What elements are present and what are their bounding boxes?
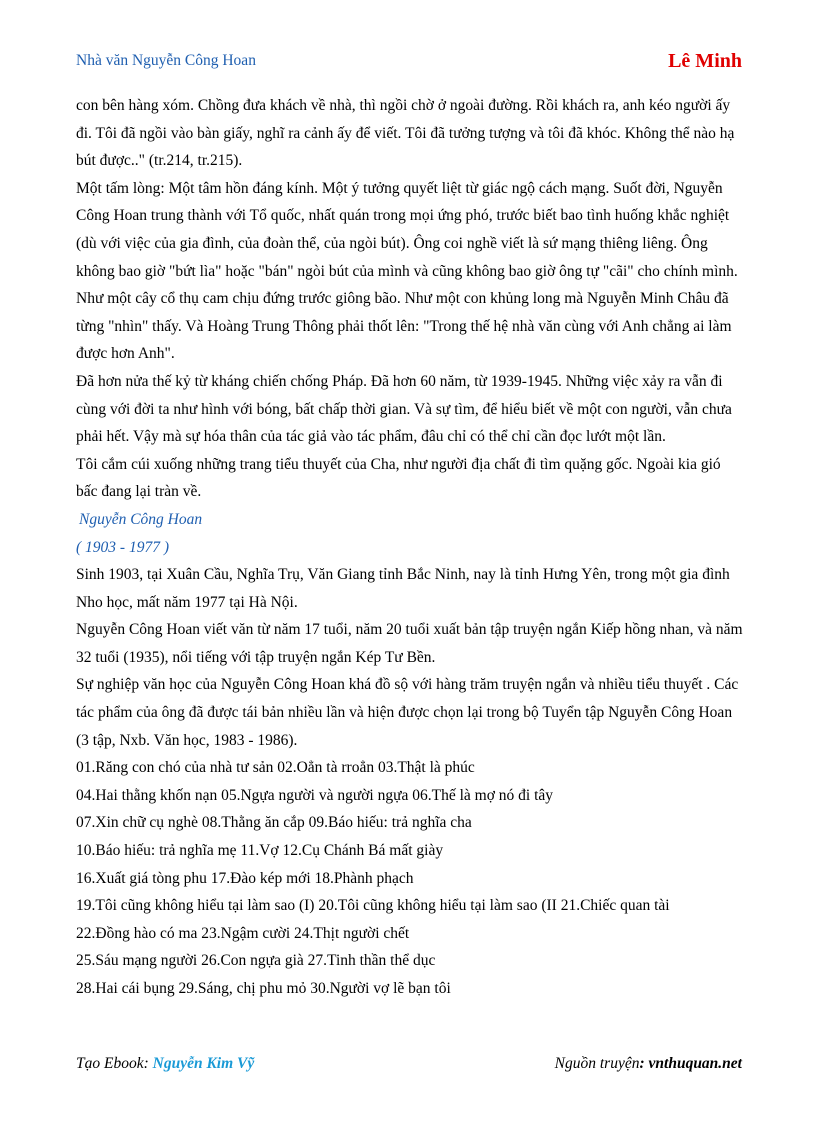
header-book-title: Nhà văn Nguyễn Công Hoan <box>76 52 256 69</box>
page-body <box>76 92 744 1003</box>
works-line: 01.Răng con chó của nhà tư sản 02.Oẳn tà rroẳn 03.Thật là phúc <box>76 759 475 777</box>
header-author: Lê Minh <box>668 50 742 72</box>
footer-ebook-credit <box>76 1055 254 1073</box>
footer-ebook-label: Tạo Ebook <box>76 1055 144 1072</box>
bio-paragraph: Nguyễn Công Hoan viết văn từ năm 17 tuổi, năm 20 tuổi xuất bản tập truyện ngắn Kiếp hồng nhan, và năm 32 tuổi (1935), nổi tiếng với tập truyện ngắn Kép Tư Bền. <box>76 621 743 666</box>
page-footer <box>76 1055 742 1077</box>
bio-paragraph: Sinh 1903, tại Xuân Cầu, Nghĩa Trụ, Văn Giang tỉnh Bắc Ninh, nay là tỉnh Hưng Yên, trong một gia đình Nho học, mất năm 1977 tại Hà Nội. <box>76 566 730 611</box>
works-line: 25.Sáu mạng người 26.Con ngựa già 27.Tinh thần thể dục <box>76 952 436 970</box>
bio-paragraph: Sự nghiệp văn học của Nguyễn Công Hoan khá đồ sộ với hàng trăm truyện ngắn và nhiều tiểu thuyết . Các tác phẩm của ông đã được tái bản nhiều lần và hiện được chọn lại trong bộ Tuyển tập Nguyễn Công Hoan (3 tập, Nxb. Văn học, 1983 - 1986). <box>76 676 739 749</box>
works-line: 16.Xuất giá tòng phu 17.Đào kép mới 18.Phành phạch <box>76 869 414 887</box>
works-line: 28.Hai cái bụng 29.Sáng, chị phu mỏ 30.Người vợ lẽ bạn tôi <box>76 980 451 997</box>
works-line: 22.Đồng hào có ma 23.Ngậm cười 24.Thịt người chết <box>76 924 410 942</box>
works-line: 19.Tôi cũng không hiểu tại làm sao (I) 20.Tôi cũng không hiểu tại làm sao (II 21.Chiếc quan tài <box>76 897 670 915</box>
works-line: 10.Báo hiếu: trả nghĩa mẹ 11.Vợ 12.Cụ Chánh Bá mất giày <box>76 842 444 860</box>
footer-separator: : <box>639 1055 649 1072</box>
footer-source-label: Nguồn truyện <box>554 1055 640 1072</box>
page-header <box>76 50 742 74</box>
paragraph: Một tấm lòng: Một tâm hồn đáng kính. Một ý tưởng quyết liệt từ giác ngộ cách mạng. Suốt đời, Nguyễn Công Hoan trung thành với Tổ quốc, nhất quán trong mọi ứng phó, trước biết bao tình huống khắc nghiệt (dù với việc của gia đình, của đoàn thể, của ngòi bút). Ông coi nghề viết là sứ mạng thiêng liêng. Ông không bao giờ "bứt lìa" hoặc "bán" ngòi bút của mình và cũng không bao giờ ông tự "cãi" cho chính mình. Như một cây cổ thụ cam chịu đứng trước giông bão. Như một con khủng long mà Nguyễn Minh Châu đã từng "nhìn" thấy. Và Hoàng Trung Thông phải thốt lên: "Trong thế hệ nhà văn cùng với Anh chẳng ai làm được hơn Anh". <box>76 179 738 363</box>
footer-separator: : <box>143 1055 153 1072</box>
paragraph: Tôi cắm cúi xuống những trang tiểu thuyết của Cha, như người địa chất đi tìm quặng gốc. Ngoài kia gió bấc đang lại tràn về. <box>76 455 721 501</box>
bio-years: ( 1903 - 1977 ) <box>76 538 169 556</box>
paragraph: Đã hơn nửa thế kỷ từ kháng chiến chống Pháp. Đã hơn 60 năm, từ 1939-1945. Những việc xảy ra vẫn đi cùng với đời ta như hình với bóng, bất chấp thời gian. Và sự tìm, để hiểu biết về một con người, vẫn chưa phải hết. Vậy mà sự hóa thân của tác giả vào tác phẩm, đâu chỉ có thể chỉ cần đọc lướt một lần. <box>76 372 732 446</box>
paragraph: con bên hàng xóm. Chồng đưa khách về nhà, thì ngồi chờ ở ngoài đường. Rồi khách ra, anh kéo người ấy đi. Tôi đã ngồi vào bàn giấy, nghĩ ra cảnh ấy để viết. Tôi đã tưởng tượng và tôi đã khóc. Không thể nào hạ bút được.." (tr.214, tr.215). <box>76 97 735 170</box>
footer-source-credit <box>555 1055 742 1073</box>
bio-name: Nguyễn Công Hoan <box>79 510 203 528</box>
footer-ebook-name: Nguyễn Kim Vỹ <box>152 1055 255 1072</box>
works-line: 07.Xin chữ cụ nghè 08.Thằng ăn cắp 09.Báo hiếu: trả nghĩa cha <box>76 814 472 832</box>
footer-source-site: vnthuquan.net <box>648 1055 742 1072</box>
works-line: 04.Hai thằng khốn nạn 05.Ngựa người và người ngựa 06.Thế là mợ nó đi tây <box>76 786 554 804</box>
